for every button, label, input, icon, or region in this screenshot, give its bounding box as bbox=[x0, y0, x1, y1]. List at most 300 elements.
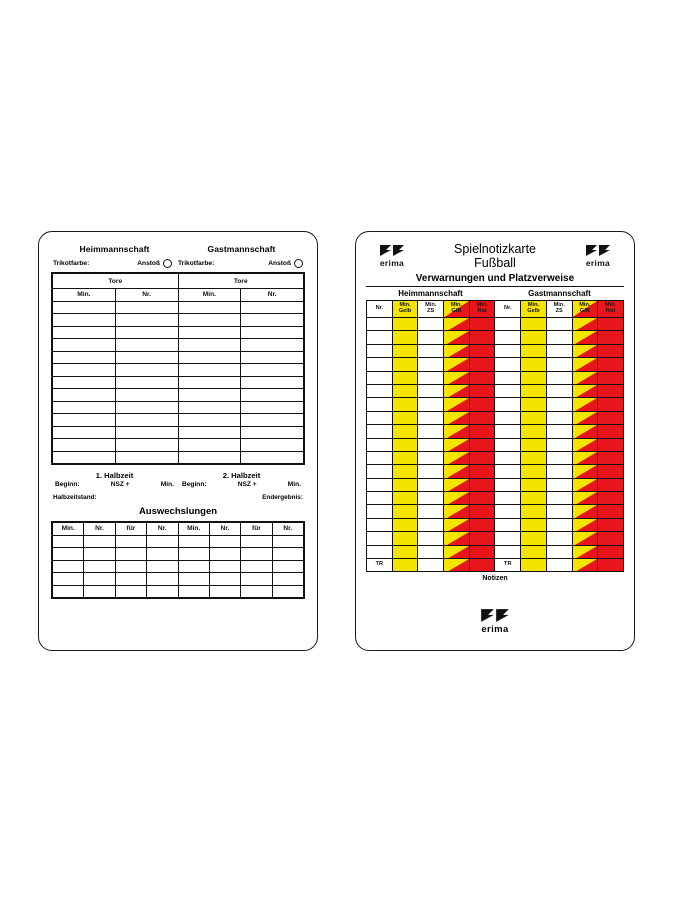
cards-cell[interactable] bbox=[444, 492, 470, 505]
goals-cell[interactable] bbox=[178, 451, 241, 464]
cards-cell[interactable] bbox=[572, 532, 598, 545]
cards-cell[interactable] bbox=[495, 384, 521, 397]
cards-cell[interactable] bbox=[469, 478, 495, 491]
subs-cell[interactable] bbox=[272, 573, 303, 586]
cards-cell[interactable] bbox=[546, 505, 572, 518]
cards-cell[interactable] bbox=[521, 358, 547, 371]
goals-cell[interactable] bbox=[178, 376, 241, 389]
cards-cell[interactable] bbox=[495, 358, 521, 371]
cards-cell[interactable] bbox=[367, 518, 393, 531]
goals-cell[interactable] bbox=[115, 364, 178, 377]
cards-cell[interactable] bbox=[418, 438, 444, 451]
table-row bbox=[53, 389, 304, 402]
cards-cell[interactable] bbox=[469, 559, 495, 572]
cards-cell[interactable] bbox=[521, 518, 547, 531]
cards-cell[interactable] bbox=[546, 532, 572, 545]
goals-cell[interactable] bbox=[178, 351, 241, 364]
subs-cell[interactable] bbox=[147, 560, 178, 573]
cards-cell[interactable] bbox=[418, 465, 444, 478]
cards-cell[interactable] bbox=[392, 532, 418, 545]
subs-cell[interactable] bbox=[84, 585, 115, 598]
cards-cell[interactable] bbox=[367, 438, 393, 451]
cards-cell[interactable] bbox=[444, 438, 470, 451]
away-jersey-label: Trikotfarbe: bbox=[178, 260, 215, 267]
cards-cell[interactable] bbox=[367, 398, 393, 411]
cards-cell[interactable] bbox=[444, 411, 470, 424]
cards-cell[interactable] bbox=[469, 545, 495, 558]
away-kickoff-group bbox=[268, 259, 303, 268]
goals-cell[interactable] bbox=[53, 426, 116, 439]
cards-cell[interactable] bbox=[367, 411, 393, 424]
cards-cell[interactable] bbox=[367, 532, 393, 545]
cards-cell[interactable] bbox=[392, 371, 418, 384]
cards-cell[interactable] bbox=[367, 465, 393, 478]
subs-cell[interactable] bbox=[178, 548, 209, 561]
goals-cell[interactable] bbox=[241, 426, 304, 439]
goals-cell[interactable] bbox=[241, 351, 304, 364]
subs-cell[interactable] bbox=[147, 585, 178, 598]
goals-cell[interactable] bbox=[115, 351, 178, 364]
subs-cell[interactable] bbox=[209, 548, 240, 561]
cards-cell[interactable] bbox=[392, 518, 418, 531]
subs-cell[interactable] bbox=[272, 548, 303, 561]
cards-cell[interactable] bbox=[444, 398, 470, 411]
cards-cell[interactable] bbox=[444, 518, 470, 531]
subs-cell[interactable] bbox=[209, 573, 240, 586]
cards-cell[interactable] bbox=[418, 318, 444, 331]
trainer-cell[interactable]: TR bbox=[495, 559, 521, 572]
cards-cell[interactable] bbox=[469, 425, 495, 438]
cards-cell[interactable] bbox=[469, 398, 495, 411]
cards-cell[interactable] bbox=[572, 425, 598, 438]
goals-cell[interactable] bbox=[241, 389, 304, 402]
cards-cell[interactable] bbox=[598, 371, 624, 384]
cards-cell[interactable] bbox=[495, 425, 521, 438]
goals-cell[interactable] bbox=[115, 339, 178, 352]
cards-cell[interactable] bbox=[444, 545, 470, 558]
goals-cell[interactable] bbox=[53, 326, 116, 339]
goals-cell[interactable] bbox=[115, 401, 178, 414]
cards-cell[interactable] bbox=[444, 384, 470, 397]
goals-cell[interactable] bbox=[53, 351, 116, 364]
goals-cell[interactable] bbox=[115, 451, 178, 464]
cards-cell[interactable] bbox=[418, 331, 444, 344]
cards-cell[interactable] bbox=[546, 344, 572, 357]
cards-cell[interactable] bbox=[392, 545, 418, 558]
back-home-team-label: Heimmannschaft bbox=[398, 289, 463, 298]
goals-cell[interactable] bbox=[178, 426, 241, 439]
cards-cell[interactable] bbox=[546, 451, 572, 464]
cards-cell[interactable] bbox=[572, 465, 598, 478]
cards-cell[interactable] bbox=[598, 559, 624, 572]
cards-cell[interactable] bbox=[546, 559, 572, 572]
cards-cell[interactable] bbox=[521, 532, 547, 545]
subs-cell[interactable] bbox=[209, 585, 240, 598]
subs-cell[interactable] bbox=[115, 535, 146, 548]
subs-cell[interactable] bbox=[272, 535, 303, 548]
cards-cell[interactable] bbox=[392, 358, 418, 371]
cards-cell[interactable] bbox=[418, 505, 444, 518]
goals-cell[interactable] bbox=[178, 414, 241, 427]
cards-cell[interactable] bbox=[495, 518, 521, 531]
goals-cell[interactable] bbox=[53, 301, 116, 314]
cards-cell[interactable] bbox=[495, 505, 521, 518]
goals-cell[interactable] bbox=[178, 301, 241, 314]
cards-cell[interactable] bbox=[572, 478, 598, 491]
cards-cell[interactable] bbox=[521, 384, 547, 397]
cards-cell[interactable] bbox=[598, 384, 624, 397]
subs-cell[interactable] bbox=[53, 573, 84, 586]
cards-cell[interactable] bbox=[572, 371, 598, 384]
goals-cell[interactable] bbox=[115, 376, 178, 389]
cards-cell[interactable] bbox=[367, 451, 393, 464]
cards-cell[interactable] bbox=[444, 532, 470, 545]
goals-cell[interactable] bbox=[53, 376, 116, 389]
table-row bbox=[367, 331, 624, 344]
cards-cell[interactable] bbox=[521, 505, 547, 518]
cards-cell[interactable] bbox=[546, 465, 572, 478]
cards-cell[interactable] bbox=[546, 331, 572, 344]
subs-cell[interactable] bbox=[147, 535, 178, 548]
subs-cell[interactable] bbox=[178, 573, 209, 586]
cards-cell[interactable] bbox=[572, 505, 598, 518]
cards-cell[interactable] bbox=[444, 358, 470, 371]
cards-cell[interactable] bbox=[495, 331, 521, 344]
goals-cell[interactable] bbox=[115, 389, 178, 402]
cards-cell[interactable] bbox=[469, 451, 495, 464]
table-row bbox=[367, 371, 624, 384]
goals-cell[interactable] bbox=[115, 414, 178, 427]
cards-cell[interactable] bbox=[444, 505, 470, 518]
cards-cell[interactable] bbox=[367, 425, 393, 438]
cards-cell[interactable] bbox=[418, 451, 444, 464]
cards-cell[interactable] bbox=[418, 411, 444, 424]
cards-cell[interactable] bbox=[572, 398, 598, 411]
subs-cell[interactable] bbox=[241, 548, 272, 561]
subs-cell[interactable] bbox=[209, 560, 240, 573]
cards-cell[interactable] bbox=[418, 425, 444, 438]
subs-cell[interactable] bbox=[147, 548, 178, 561]
cards-cell[interactable] bbox=[572, 384, 598, 397]
cards-cell[interactable] bbox=[495, 492, 521, 505]
goals-cell[interactable] bbox=[178, 326, 241, 339]
subs-cell[interactable] bbox=[241, 585, 272, 598]
cards-cell[interactable] bbox=[469, 318, 495, 331]
cards-cell[interactable] bbox=[367, 358, 393, 371]
cards-cell[interactable] bbox=[572, 559, 598, 572]
cards-cell[interactable] bbox=[546, 545, 572, 558]
subs-cell[interactable] bbox=[178, 585, 209, 598]
cards-cell[interactable] bbox=[598, 451, 624, 464]
cards-cell[interactable] bbox=[392, 492, 418, 505]
subs-cell[interactable] bbox=[84, 560, 115, 573]
cards-cell[interactable] bbox=[392, 318, 418, 331]
subs-cell[interactable] bbox=[178, 535, 209, 548]
goals-cell[interactable] bbox=[241, 301, 304, 314]
cards-cell[interactable] bbox=[392, 411, 418, 424]
cards-cell[interactable] bbox=[418, 478, 444, 491]
cards-cell[interactable] bbox=[546, 358, 572, 371]
cards-cell[interactable] bbox=[598, 344, 624, 357]
cards-cell[interactable] bbox=[598, 438, 624, 451]
subs-cell[interactable] bbox=[84, 548, 115, 561]
goals-cell[interactable] bbox=[115, 439, 178, 452]
cards-cell[interactable] bbox=[418, 545, 444, 558]
cards-cell[interactable] bbox=[392, 438, 418, 451]
cards-cell[interactable] bbox=[495, 532, 521, 545]
second-half-begin-label: Beginn: bbox=[182, 481, 207, 488]
cards-cell[interactable] bbox=[572, 545, 598, 558]
cards-cell[interactable] bbox=[444, 318, 470, 331]
cards-cell[interactable] bbox=[367, 505, 393, 518]
cards-cell[interactable] bbox=[495, 545, 521, 558]
table-row bbox=[367, 492, 624, 505]
goals-cell[interactable] bbox=[53, 414, 116, 427]
cards-cell[interactable] bbox=[469, 505, 495, 518]
goals-cell[interactable] bbox=[241, 339, 304, 352]
goals-cell[interactable] bbox=[241, 376, 304, 389]
goals-cell[interactable] bbox=[53, 364, 116, 377]
cards-cell[interactable] bbox=[521, 318, 547, 331]
cards-cell[interactable] bbox=[598, 331, 624, 344]
home-kickoff-circle-icon[interactable] bbox=[163, 259, 172, 268]
cards-cell[interactable] bbox=[546, 318, 572, 331]
goals-cell[interactable] bbox=[115, 426, 178, 439]
cards-cell[interactable] bbox=[444, 331, 470, 344]
goals-cell[interactable] bbox=[53, 314, 116, 327]
cards-cell[interactable] bbox=[572, 411, 598, 424]
goals-cell[interactable] bbox=[241, 364, 304, 377]
cards-cell[interactable] bbox=[598, 425, 624, 438]
cards-cell[interactable] bbox=[444, 344, 470, 357]
cards-cell[interactable] bbox=[418, 344, 444, 357]
table-row bbox=[367, 559, 624, 572]
subs-cell[interactable] bbox=[241, 560, 272, 573]
cards-cell[interactable] bbox=[469, 344, 495, 357]
cards-cell[interactable] bbox=[521, 331, 547, 344]
cards-cell[interactable] bbox=[392, 384, 418, 397]
goals-cell[interactable] bbox=[53, 401, 116, 414]
cards-cell[interactable] bbox=[418, 518, 444, 531]
goals-cell[interactable] bbox=[178, 364, 241, 377]
goals-cell[interactable] bbox=[241, 439, 304, 452]
cards-cell[interactable] bbox=[521, 492, 547, 505]
cards-cell[interactable] bbox=[495, 411, 521, 424]
cards-cell[interactable] bbox=[495, 344, 521, 357]
cards-cell[interactable] bbox=[392, 465, 418, 478]
cards-cell[interactable] bbox=[418, 398, 444, 411]
cards-cell[interactable] bbox=[367, 478, 393, 491]
cards-cell[interactable] bbox=[469, 331, 495, 344]
goals-cell[interactable] bbox=[241, 414, 304, 427]
subs-cell[interactable] bbox=[115, 548, 146, 561]
cards-cell[interactable] bbox=[521, 545, 547, 558]
subs-cell[interactable] bbox=[115, 573, 146, 586]
subs-column-header: Nr. bbox=[272, 523, 303, 536]
cards-cell[interactable] bbox=[367, 331, 393, 344]
goals-cell[interactable] bbox=[178, 439, 241, 452]
goals-cell[interactable] bbox=[178, 389, 241, 402]
cards-cell[interactable] bbox=[521, 451, 547, 464]
cards-cell[interactable] bbox=[418, 384, 444, 397]
cards-cell[interactable] bbox=[598, 518, 624, 531]
cards-cell[interactable] bbox=[469, 518, 495, 531]
cards-cell[interactable] bbox=[521, 465, 547, 478]
cards-cell[interactable] bbox=[469, 384, 495, 397]
cards-cell[interactable] bbox=[418, 492, 444, 505]
cards-cell[interactable] bbox=[598, 532, 624, 545]
cards-cell[interactable] bbox=[469, 358, 495, 371]
second-half-fields bbox=[178, 481, 305, 488]
cards-cell[interactable] bbox=[572, 451, 598, 464]
cards-cell[interactable] bbox=[521, 478, 547, 491]
cards-cell[interactable] bbox=[546, 492, 572, 505]
subs-cell[interactable] bbox=[53, 585, 84, 598]
goals-cell[interactable] bbox=[115, 301, 178, 314]
goals-cell[interactable] bbox=[241, 401, 304, 414]
cards-cell[interactable] bbox=[598, 492, 624, 505]
cards-cell[interactable] bbox=[418, 532, 444, 545]
subs-cell[interactable] bbox=[84, 535, 115, 548]
goals-cell[interactable] bbox=[178, 339, 241, 352]
cards-cell[interactable] bbox=[495, 478, 521, 491]
subs-cell[interactable] bbox=[84, 573, 115, 586]
cards-cell[interactable] bbox=[546, 398, 572, 411]
goals-column-header-row bbox=[53, 289, 304, 302]
cards-cell[interactable] bbox=[444, 559, 470, 572]
cards-cell[interactable] bbox=[392, 398, 418, 411]
goals-cell[interactable] bbox=[115, 314, 178, 327]
cards-cell[interactable] bbox=[598, 465, 624, 478]
goals-cell[interactable] bbox=[53, 439, 116, 452]
cards-cell[interactable] bbox=[572, 438, 598, 451]
cards-cell[interactable] bbox=[444, 425, 470, 438]
subs-cell[interactable] bbox=[53, 535, 84, 548]
cards-cell[interactable] bbox=[572, 358, 598, 371]
cards-cell[interactable] bbox=[598, 505, 624, 518]
cards-cell[interactable] bbox=[392, 559, 418, 572]
table-row bbox=[367, 411, 624, 424]
cards-cell[interactable] bbox=[598, 398, 624, 411]
cards-cell[interactable] bbox=[598, 318, 624, 331]
cards-cell[interactable] bbox=[392, 344, 418, 357]
subs-cell[interactable] bbox=[147, 573, 178, 586]
cards-cell[interactable] bbox=[546, 411, 572, 424]
subs-cell[interactable] bbox=[53, 548, 84, 561]
cards-cell[interactable] bbox=[598, 411, 624, 424]
cards-cell[interactable] bbox=[418, 358, 444, 371]
cards-cell[interactable] bbox=[495, 438, 521, 451]
cards-cell[interactable] bbox=[418, 559, 444, 572]
cards-cell[interactable] bbox=[367, 344, 393, 357]
cards-cell[interactable] bbox=[598, 545, 624, 558]
cards-cell[interactable] bbox=[392, 425, 418, 438]
subs-cell[interactable] bbox=[209, 535, 240, 548]
goals-cell[interactable] bbox=[241, 314, 304, 327]
goals-cell[interactable] bbox=[53, 389, 116, 402]
cards-cell[interactable] bbox=[546, 371, 572, 384]
cards-cell[interactable] bbox=[367, 318, 393, 331]
cards-cell[interactable] bbox=[521, 398, 547, 411]
cards-cell[interactable] bbox=[495, 398, 521, 411]
cards-cell[interactable] bbox=[495, 318, 521, 331]
cards-cell[interactable] bbox=[444, 465, 470, 478]
cards-cell[interactable] bbox=[546, 518, 572, 531]
cards-cell[interactable] bbox=[572, 331, 598, 344]
cards-cell[interactable] bbox=[572, 492, 598, 505]
cards-cell[interactable] bbox=[546, 384, 572, 397]
cards-cell[interactable] bbox=[444, 371, 470, 384]
cards-cell[interactable] bbox=[392, 451, 418, 464]
cards-cell[interactable] bbox=[469, 438, 495, 451]
cards-cell[interactable] bbox=[572, 518, 598, 531]
cards-cell[interactable] bbox=[469, 532, 495, 545]
goals-cell[interactable] bbox=[178, 401, 241, 414]
cards-cell[interactable] bbox=[521, 559, 547, 572]
goals-cell[interactable] bbox=[241, 451, 304, 464]
cards-cell[interactable] bbox=[495, 451, 521, 464]
goals-cell[interactable] bbox=[241, 326, 304, 339]
goals-cell[interactable] bbox=[53, 451, 116, 464]
cards-cell[interactable] bbox=[418, 371, 444, 384]
cards-cell[interactable] bbox=[444, 478, 470, 491]
goals-cell[interactable] bbox=[53, 339, 116, 352]
cards-cell[interactable] bbox=[367, 492, 393, 505]
subs-cell[interactable] bbox=[115, 585, 146, 598]
cards-cell[interactable] bbox=[572, 318, 598, 331]
cards-cell[interactable] bbox=[392, 505, 418, 518]
cards-cell[interactable] bbox=[572, 344, 598, 357]
cards-cell[interactable] bbox=[598, 358, 624, 371]
cards-cell[interactable] bbox=[367, 371, 393, 384]
cards-cell[interactable] bbox=[521, 425, 547, 438]
cards-cell[interactable] bbox=[598, 478, 624, 491]
subs-cell[interactable] bbox=[53, 560, 84, 573]
back-title-group bbox=[418, 242, 572, 270]
subs-cell[interactable] bbox=[272, 585, 303, 598]
cards-cell[interactable] bbox=[546, 425, 572, 438]
cards-cell[interactable] bbox=[546, 438, 572, 451]
cards-cell[interactable] bbox=[392, 331, 418, 344]
cards-cell[interactable] bbox=[521, 371, 547, 384]
subs-cell[interactable] bbox=[115, 560, 146, 573]
trainer-cell[interactable]: TR bbox=[367, 559, 393, 572]
subs-cell[interactable] bbox=[178, 560, 209, 573]
subs-cell[interactable] bbox=[241, 535, 272, 548]
cards-cell[interactable] bbox=[469, 492, 495, 505]
cards-cell[interactable] bbox=[469, 371, 495, 384]
cards-cell[interactable] bbox=[469, 465, 495, 478]
cards-cell[interactable] bbox=[521, 411, 547, 424]
cards-cell[interactable] bbox=[367, 545, 393, 558]
halves-section bbox=[51, 471, 305, 488]
subs-cell[interactable] bbox=[241, 573, 272, 586]
cards-cell[interactable] bbox=[521, 438, 547, 451]
cards-cell[interactable] bbox=[521, 344, 547, 357]
cards-cell[interactable] bbox=[444, 451, 470, 464]
subs-cell[interactable] bbox=[272, 560, 303, 573]
table-row bbox=[53, 451, 304, 464]
cards-cell[interactable] bbox=[495, 465, 521, 478]
cards-cell[interactable] bbox=[469, 411, 495, 424]
cards-cell[interactable] bbox=[546, 478, 572, 491]
cards-cell[interactable] bbox=[495, 371, 521, 384]
away-kickoff-circle-icon[interactable] bbox=[294, 259, 303, 268]
goals-cell[interactable] bbox=[115, 326, 178, 339]
cards-cell[interactable] bbox=[392, 478, 418, 491]
goals-cell[interactable] bbox=[178, 314, 241, 327]
cards-cell[interactable] bbox=[367, 384, 393, 397]
